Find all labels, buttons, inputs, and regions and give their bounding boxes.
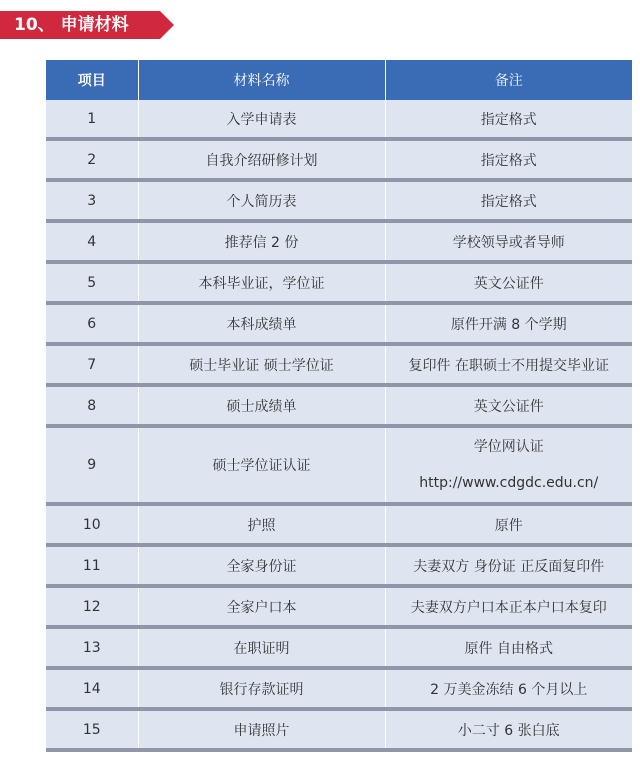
item-no-cell: 15 [46, 709, 138, 750]
table-row [46, 586, 632, 627]
material-name-cell: 本科成绩单 [138, 303, 385, 344]
notes-cell: 指定格式 [385, 139, 632, 180]
material-name-cell: 自我介绍研修计划 [138, 139, 385, 180]
header-item-no: 项目 [46, 60, 138, 100]
item-no-cell: 12 [46, 586, 138, 627]
item-no-cell: 5 [46, 262, 138, 303]
item-no-cell: 8 [46, 385, 138, 426]
notes-cell: 2 万美金冻结 6 个月以上 [385, 668, 632, 709]
notes-line: 学位网认证 [473, 439, 544, 455]
material-name-cell: 硕士学位证认证 [138, 426, 385, 504]
table-row [46, 262, 632, 303]
material-name-cell: 护照 [138, 504, 385, 545]
notes-cell: 指定格式 [385, 180, 632, 221]
material-name-cell: 申请照片 [138, 709, 385, 750]
item-no-cell: 4 [46, 221, 138, 262]
material-name-cell: 推荐信 2 份 [138, 221, 385, 262]
table-row [46, 100, 632, 139]
table-row [46, 504, 632, 545]
section-header [0, 11, 174, 39]
item-no-cell: 13 [46, 627, 138, 668]
material-name-cell: 全家户口本 [138, 586, 385, 627]
item-no-cell: 11 [46, 545, 138, 586]
materials-table [46, 60, 632, 752]
table-header-row [46, 60, 632, 100]
table-row [46, 545, 632, 586]
notes-cell: 原件开满 8 个学期 [385, 303, 632, 344]
header-notes: 备注 [385, 60, 632, 100]
notes-url: http://www.cdgdc.edu.cn/ [419, 475, 599, 491]
notes-cell: 复印件 在职硕士不用提交毕业证 [385, 344, 632, 385]
table-row [46, 668, 632, 709]
table-row [46, 385, 632, 426]
notes-cell: 学校领导或者导师 [385, 221, 632, 262]
material-name-cell: 个人简历表 [138, 180, 385, 221]
item-no-cell: 14 [46, 668, 138, 709]
section-title: 10、 申请材料 [14, 15, 129, 35]
header-material-name: 材料名称 [138, 60, 385, 100]
table-row [46, 627, 632, 668]
table-row [46, 180, 632, 221]
notes-cell: 英文公证件 [385, 262, 632, 303]
table-row [46, 221, 632, 262]
material-name-cell: 硕士成绩单 [138, 385, 385, 426]
table-row [46, 426, 632, 504]
notes-cell: 小二寸 6 张白底 [385, 709, 632, 750]
item-no-cell: 6 [46, 303, 138, 344]
notes-cell: 原件 自由格式 [385, 627, 632, 668]
material-name-cell: 本科毕业证，学位证 [138, 262, 385, 303]
material-name-cell: 银行存款证明 [138, 668, 385, 709]
notes-cell [385, 426, 632, 504]
material-name-cell: 入学申请表 [138, 100, 385, 139]
material-name-cell: 硕士毕业证 硕士学位证 [138, 344, 385, 385]
table-row [46, 709, 632, 750]
item-no-cell: 10 [46, 504, 138, 545]
item-no-cell: 1 [46, 100, 138, 139]
notes-cell: 夫妻双方 身份证 正反面复印件 [385, 545, 632, 586]
notes-cell: 指定格式 [385, 100, 632, 139]
item-no-cell: 3 [46, 180, 138, 221]
notes-cell: 原件 [385, 504, 632, 545]
material-name-cell: 在职证明 [138, 627, 385, 668]
table-row [46, 303, 632, 344]
item-no-cell: 2 [46, 139, 138, 180]
table-row [46, 139, 632, 180]
notes-cell: 夫妻双方户口本正本户口本复印 [385, 586, 632, 627]
item-no-cell: 9 [46, 426, 138, 504]
item-no-cell: 7 [46, 344, 138, 385]
material-name-cell: 全家身份证 [138, 545, 385, 586]
notes-cell: 英文公证件 [385, 385, 632, 426]
table-row [46, 344, 632, 385]
